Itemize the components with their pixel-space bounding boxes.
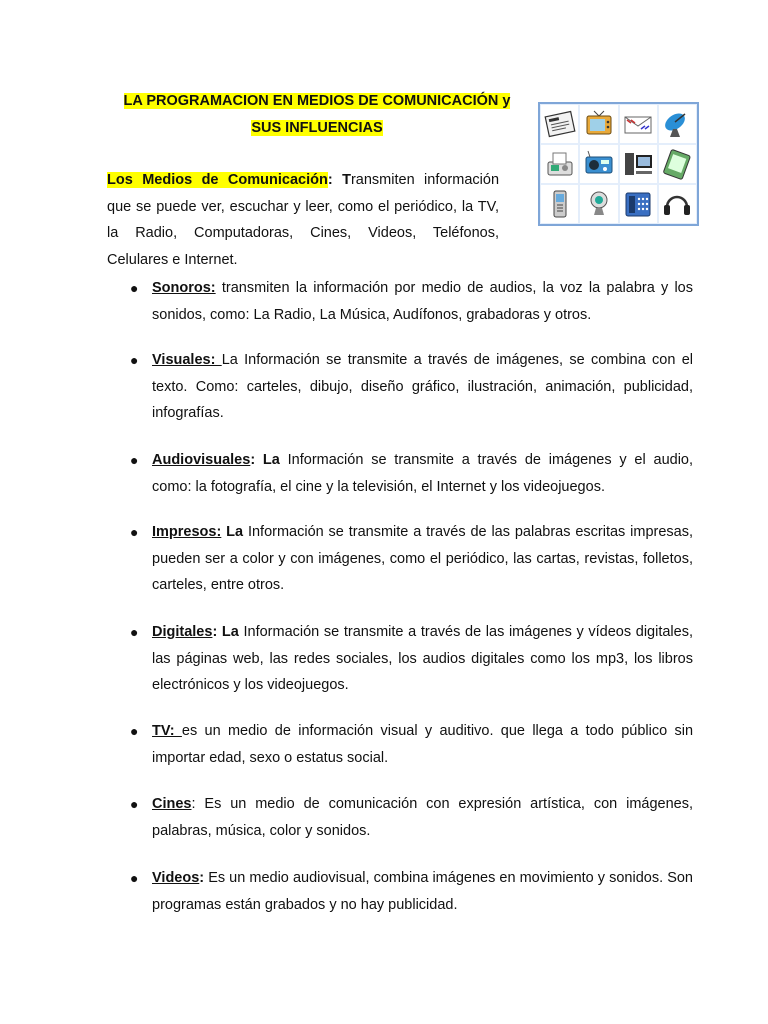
tablet-icon bbox=[660, 147, 694, 181]
list-item: ● Sonoros: transmiten la información por medio de audios, la voz la palabra y los sonidos, como: La Radio, La Música, Audífonos, grabadoras y otros. bbox=[130, 280, 693, 323]
telephone-icon bbox=[621, 187, 655, 221]
list-item: ● Videos: Es un medio audiovisual, combina imágenes en movimiento y sonidos. Son programas están grabados y no hay publicidad. bbox=[130, 870, 693, 913]
mail-icon bbox=[621, 107, 655, 141]
cell-phone-icon bbox=[543, 187, 577, 221]
page-title-line-1: LA PROGRAMACION EN MEDIOS DE COMUNICACIÓN y bbox=[123, 93, 511, 109]
list-item: ● Digitales: La Información se transmite a través de las imágenes y vídeos digitales, las páginas web, las redes sociales, los audios digitales como los mp3, los libros electrónicos y los videojuegos. bbox=[130, 624, 693, 693]
list-item: ● Cines: Es un medio de comunicación con expresión artística, con imágenes, palabras, música, color y sonidos. bbox=[130, 796, 693, 839]
list-item: ● Visuales: La Información se transmite a través de imágenes, se combina con el texto. Como: carteles, dibujo, diseño gráfico, ilustración, animación, publicidad, infografías. bbox=[130, 352, 693, 421]
headphones-icon bbox=[660, 187, 694, 221]
computer-icon bbox=[621, 147, 655, 181]
newspaper-icon bbox=[543, 107, 577, 141]
intro-paragraph: Los Medios de Comunicación: Transmiten información que se puede ver, escuchar y leer, como el periódico, la TV, la Radio, Computadoras, Cines, Videos, Teléfonos, Celulares e Internet. bbox=[107, 172, 500, 268]
media-icons-grid bbox=[538, 102, 699, 226]
satellite-dish-icon bbox=[660, 107, 694, 141]
list-item: ● TV: es un medio de información visual y auditivo. que llega a todo público sin importar edad, sexo o estatus social. bbox=[130, 723, 694, 766]
fax-machine-icon bbox=[543, 147, 577, 181]
radio-icon bbox=[582, 147, 616, 181]
list-item: ● Impresos: La Información se transmite a través de las palabras escritas impresas, pueden ser a color y con imágenes, como el periódico, las cartas, revistas, folletos, carteles, entre otros. bbox=[130, 524, 693, 593]
list-item: ● Audiovisuales: La Información se transmite a través de imágenes y el audio, como: la fotografía, el cine y la televisión, el Internet y los videojuegos. bbox=[130, 452, 694, 495]
webcam-icon bbox=[582, 187, 616, 221]
television-icon bbox=[582, 107, 616, 141]
page-title-line-2: SUS INFLUENCIAS bbox=[251, 120, 383, 136]
intro-term: Los Medios de Comunicación bbox=[107, 172, 328, 188]
